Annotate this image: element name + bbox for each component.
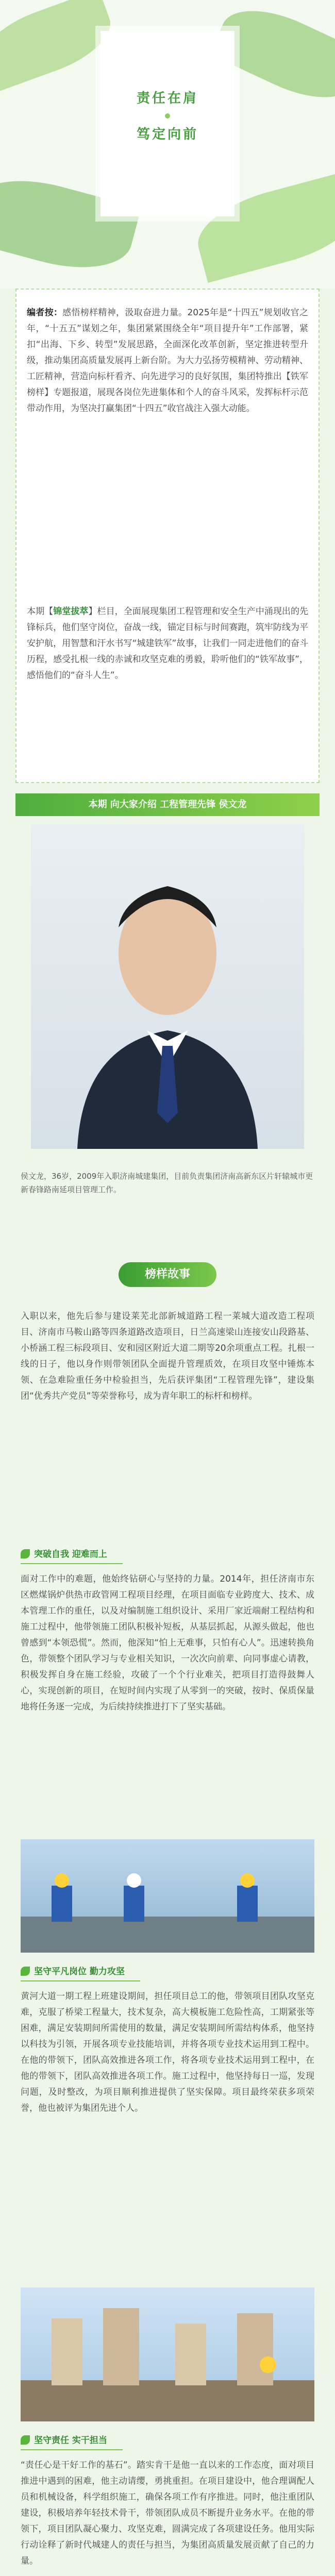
editor-note-card — [15, 289, 320, 783]
site-illustration — [21, 1839, 314, 1953]
title-dot — [165, 113, 170, 118]
section-tag-1 — [21, 1546, 123, 1564]
section-text-2: 黄河大道一期工程上班建设期间，担任项目总工的他，带领项目团队攻坚克难，克服了桥梁工程量大，技术复杂，高大模板施工危险性高，工期紧张等困难，满足安装期间所需使用的数量，满足安装期间所需结构体系，他坚持以科技为引领，开展各项专业技能培训，并将各项专业技术运用到工程中。在他的带领下，团队高效推进各项工作，将各项专业技术运用到工程中，在他的带领下，团队高效推进各项工作。施工过程中，他坚持每日一巡，发现问题，及时整改，为项目顺利推进提供了坚实保障。项目最终荣获多项荣誉，他也被评为集团先进个人。 — [21, 1991, 314, 2113]
column-intro-suffix: 】栏目，全面展现集团工程管理和安全生产中涌现出的先锋标兵，他们坚守岗位，奋战一线，锚定目标与时间赛跑，筑牢防线为平安护航，用智慧和汗水书写“城建铁军”故事，让我们一同走进他们的奋斗历程，感受扎根一线的赤诚和攻坚克难的勇毅，聆听他们的“铁军故事”，感悟他们的“奋斗人生”。 — [27, 606, 308, 681]
site-illustration — [21, 2287, 314, 2421]
column-name: 锦堂拔萃 — [53, 606, 89, 617]
section-tag-label: 坚守责任 实干担当 — [34, 2435, 107, 2446]
section-text-3: “责任心是干好工作的基石”。踏实肯干是他一直以来的工作态度，面对项目推进中遇到的困难，他主动请缨，勇挑重担。在项目建设中，他合理调配人员和机械设备，科学组织施工，确保各项工作有序推进。同时，他注重团队建设，积极培养年轻技术骨干，带领团队成员不断提升业务水平。在他的带领下，项目团队凝心聚力、攻坚克难，圆满完成了各项建设任务。他用实际行动诠释了新时代城建人的责任与担当，为集团高质量发展贡献了自己的力量。 — [21, 2460, 314, 2566]
site-photo-2 — [21, 2287, 314, 2421]
profile-banner: 本期 向大家介绍 工程管理先锋 侯文龙 — [15, 793, 320, 816]
site-photo-1 — [21, 1839, 314, 1953]
section-tag-label: 坚守平凡岗位 勤力攻坚 — [34, 1967, 125, 1977]
column-intro-paragraph — [27, 604, 308, 774]
column-intro-prefix: 本期【 — [27, 606, 54, 617]
editor-note-text: 感悟榜样精神，汲取奋进力量。2025年是“十四五”规划收官之年，“十五五”谋划之年，集团紧紧围绕全年“项目提升年”工作部署，紧扣“出海、下乡、转型”发展思路，全面深化改革创新，坚定推进转型升级，推动集团高质量发展再上新台阶。为大力弘扬劳模精神、劳动精神、工匠精神，营造向标杆看齐、向先进学习的良好氛围，集团特推出【铁军榜样】专题报道，展现各岗位先进集体和个人的奋斗风采，发挥标杆示范带动作用，为坚决打赢集团“十四五”收官战注入强大动能。 — [27, 308, 308, 414]
section-tag-2 — [21, 1963, 140, 1981]
profile-caption: 侯文龙，36岁，2009年入职济南城建集团，目前负责集团济南高新东区片轩辕城市更新春锋路南延项目管理工作。 — [21, 1172, 313, 1194]
story-intro: 入职以来，他先后参与建设莱芜北部新城道路工程一莱城大道改造工程项目、济南市马鞍山路等四条道路改造项目，日兰高速梁山连接安山段路基、小桥涵工程三标段项目、安和园区附近大道二期等20余项重点工程。扎根一线的日子，他以身作则带领团队全面提升管理质效，在项目攻坚中锤炼本领、在急难险重任务中检验担当，先后获评集团“工程管理先锋”，建设集团“优秀共产党员”等荣誉称号，成为青年职工的标杆和榜样。 — [21, 1311, 314, 1401]
page-title-line1: 责任在肩 — [136, 91, 198, 106]
section-tag-3 — [21, 2432, 123, 2450]
page-title-line2: 笃定向前 — [136, 127, 198, 142]
section-text-1: 面对工作中的难题，他始终钻研心与坚持的力量。2014年，担任济南市东区燃煤锅炉供热市政管网工程项目经理，在项目面临专业跨度大、技术、成本管理工作的重任，以及对编制施工组织设计、采用厂家近端耐工程结构和施工过程中，他带领施工团队积极补短板，从基层抓起，从源头做起，他也曾感到“本领恐慌”。然而，他深知“怕上无难事，只怕有心人”。迅速转换角色，带领整个团队学习与专业相关知识，一次次向前辈、向同事虚心请教，积极发挥自身在施工经验，攻破了一个个行业难关，把项目打造得鼓舞人心，实现创新的项目，在短时间内实现了从零到一的突破，按时、保质保量地将任务逐一完成，为后续持续推进打下了坚实基础。 — [21, 1574, 314, 1712]
editor-note-label: 编者按： — [27, 308, 63, 318]
leaf-icon — [21, 2435, 30, 2445]
section-tag-label: 突破自我 迎难而上 — [34, 1549, 107, 1560]
title-card — [100, 31, 234, 216]
portrait-photo — [31, 824, 304, 1149]
portrait-illustration — [31, 824, 304, 1149]
leaf-icon — [21, 1549, 30, 1558]
leaf-icon — [21, 1967, 30, 1976]
editor-note-paragraph — [27, 305, 308, 594]
story-pill: 榜样故事 — [119, 1262, 216, 1287]
header-banner — [0, 0, 335, 289]
